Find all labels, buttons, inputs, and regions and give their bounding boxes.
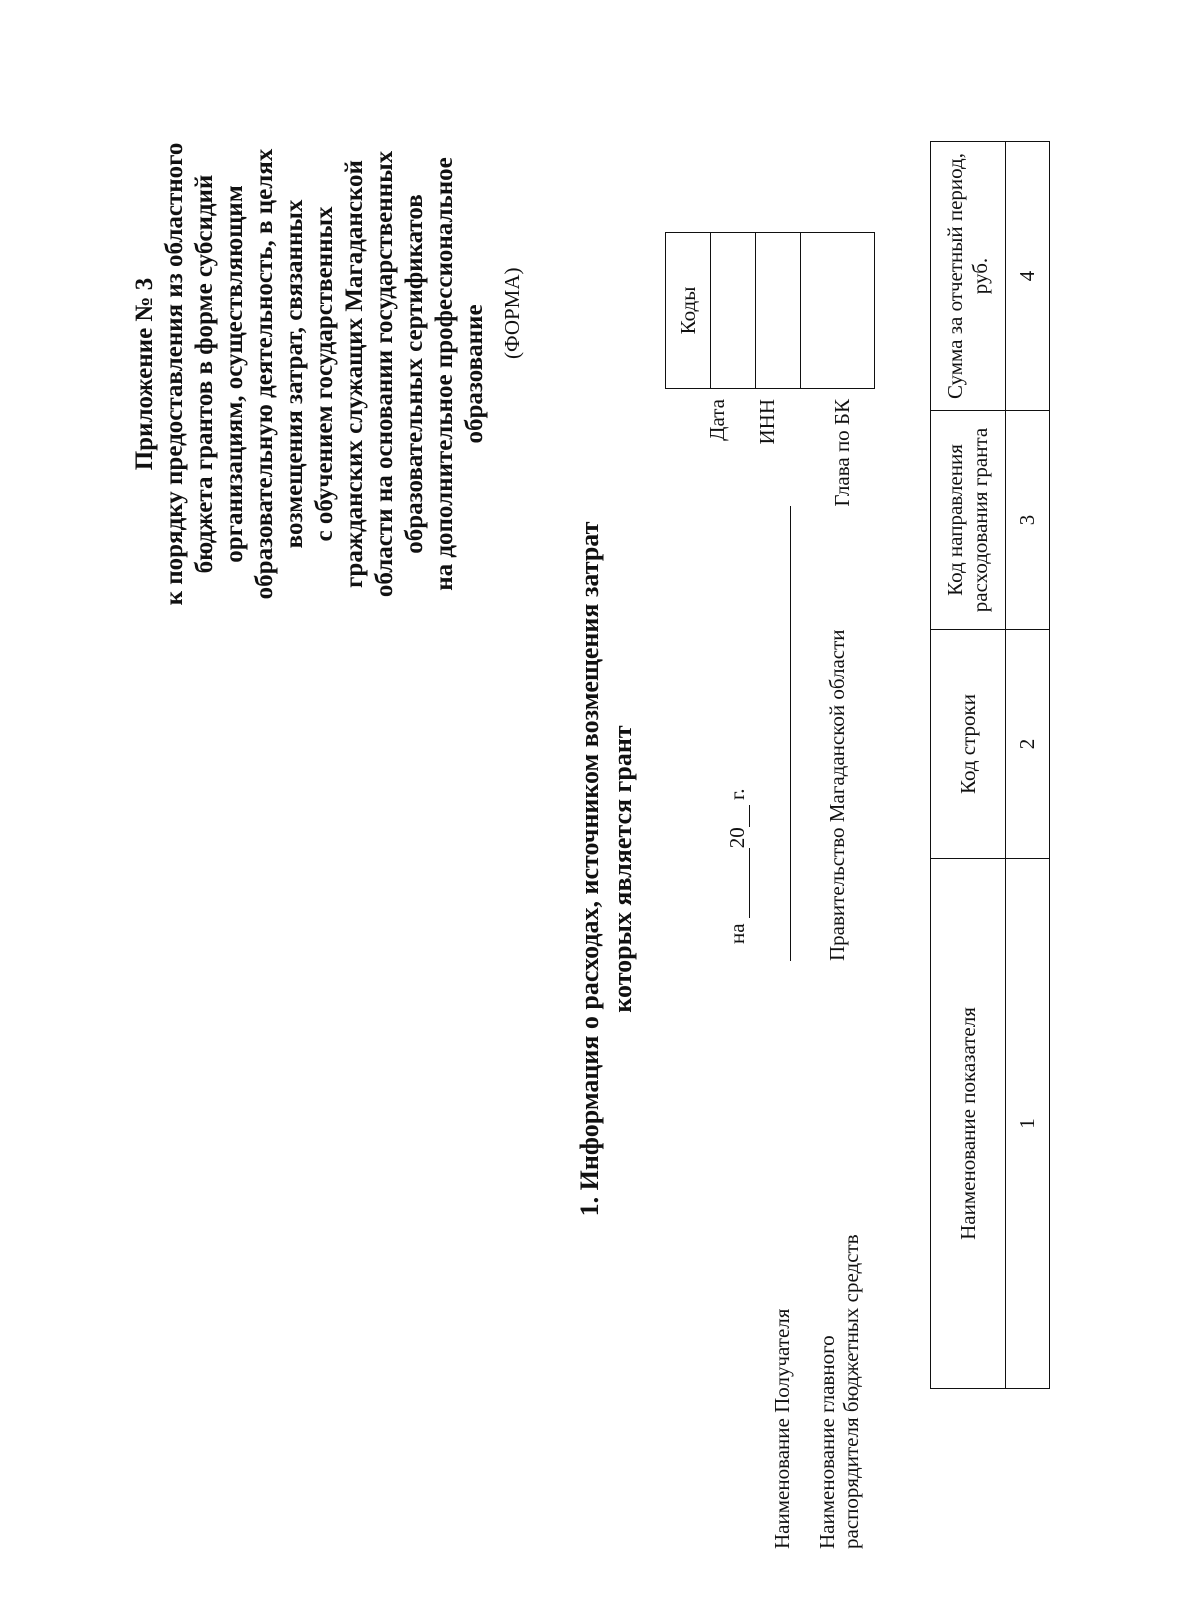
annex-line: к порядку предоставления из областного — [161, 142, 188, 606]
title-line-2: которых является грант — [608, 725, 637, 1013]
recipient-name-line — [790, 506, 791, 961]
table-number-cell: 1 — [1006, 859, 1050, 1389]
annex-block — [130, 124, 490, 624]
table-header-cell: Код строки — [931, 630, 1006, 859]
annex-heading: Приложение № 3 — [131, 277, 158, 471]
chief-administrator-value: Правительство Магаданской области — [825, 629, 849, 961]
table-number-cell: 4 — [1006, 142, 1050, 411]
codes-table — [665, 232, 875, 389]
title-line-1: 1. Информация о расходах, источником возмещения затрат — [575, 521, 604, 1217]
codes-inn-cell — [756, 233, 801, 389]
annex-line: образовательных сертификатов — [401, 194, 428, 554]
date-suffix: г. — [725, 788, 749, 800]
table-header-cell: Сумма за отчетный период, руб. — [931, 142, 1006, 411]
codes-date-label: Дата — [705, 399, 729, 441]
codes-header: Коды — [666, 233, 711, 389]
document-title — [573, 459, 639, 1279]
recipient-label: Наименование Получателя — [770, 1308, 794, 1549]
expenses-table — [930, 141, 1050, 1389]
chief-administrator-label: Наименование главного распорядителя бюджетных средств — [815, 1234, 863, 1549]
codes-inn-label: ИНН — [755, 399, 779, 445]
table-header-cell: Наименование показателя — [931, 859, 1006, 1389]
annex-line: на дополнительное профессиональное — [431, 157, 458, 591]
annex-line: организациям, осуществляющим — [221, 185, 248, 563]
form-label: (ФОРМА) — [500, 267, 524, 359]
date-prefix: на — [725, 923, 749, 944]
annex-line: образовательную деятельность, в целях — [251, 148, 278, 600]
annex-line: гражданских служащих Магаданской — [341, 160, 368, 588]
codes-bk-label: Глава по БК — [830, 399, 854, 507]
table-number-cell: 3 — [1006, 411, 1050, 630]
annex-line: образование — [461, 304, 488, 444]
annex-line: с обучением государственных — [311, 206, 338, 542]
date-year-blank — [725, 805, 750, 827]
annex-line: области на основании государственных — [371, 150, 398, 598]
report-date-line — [725, 788, 750, 944]
codes-bk-cell — [801, 233, 875, 389]
annex-line: возмещения затрат, связанных — [281, 199, 308, 549]
date-year: 20 — [725, 827, 749, 849]
codes-date-cell — [711, 233, 756, 389]
date-day-blank — [725, 848, 750, 918]
annex-line: бюджета грантов в форме субсидий — [191, 174, 218, 574]
table-header-cell: Код направления расходования гранта — [931, 411, 1006, 630]
table-number-cell: 2 — [1006, 630, 1050, 859]
